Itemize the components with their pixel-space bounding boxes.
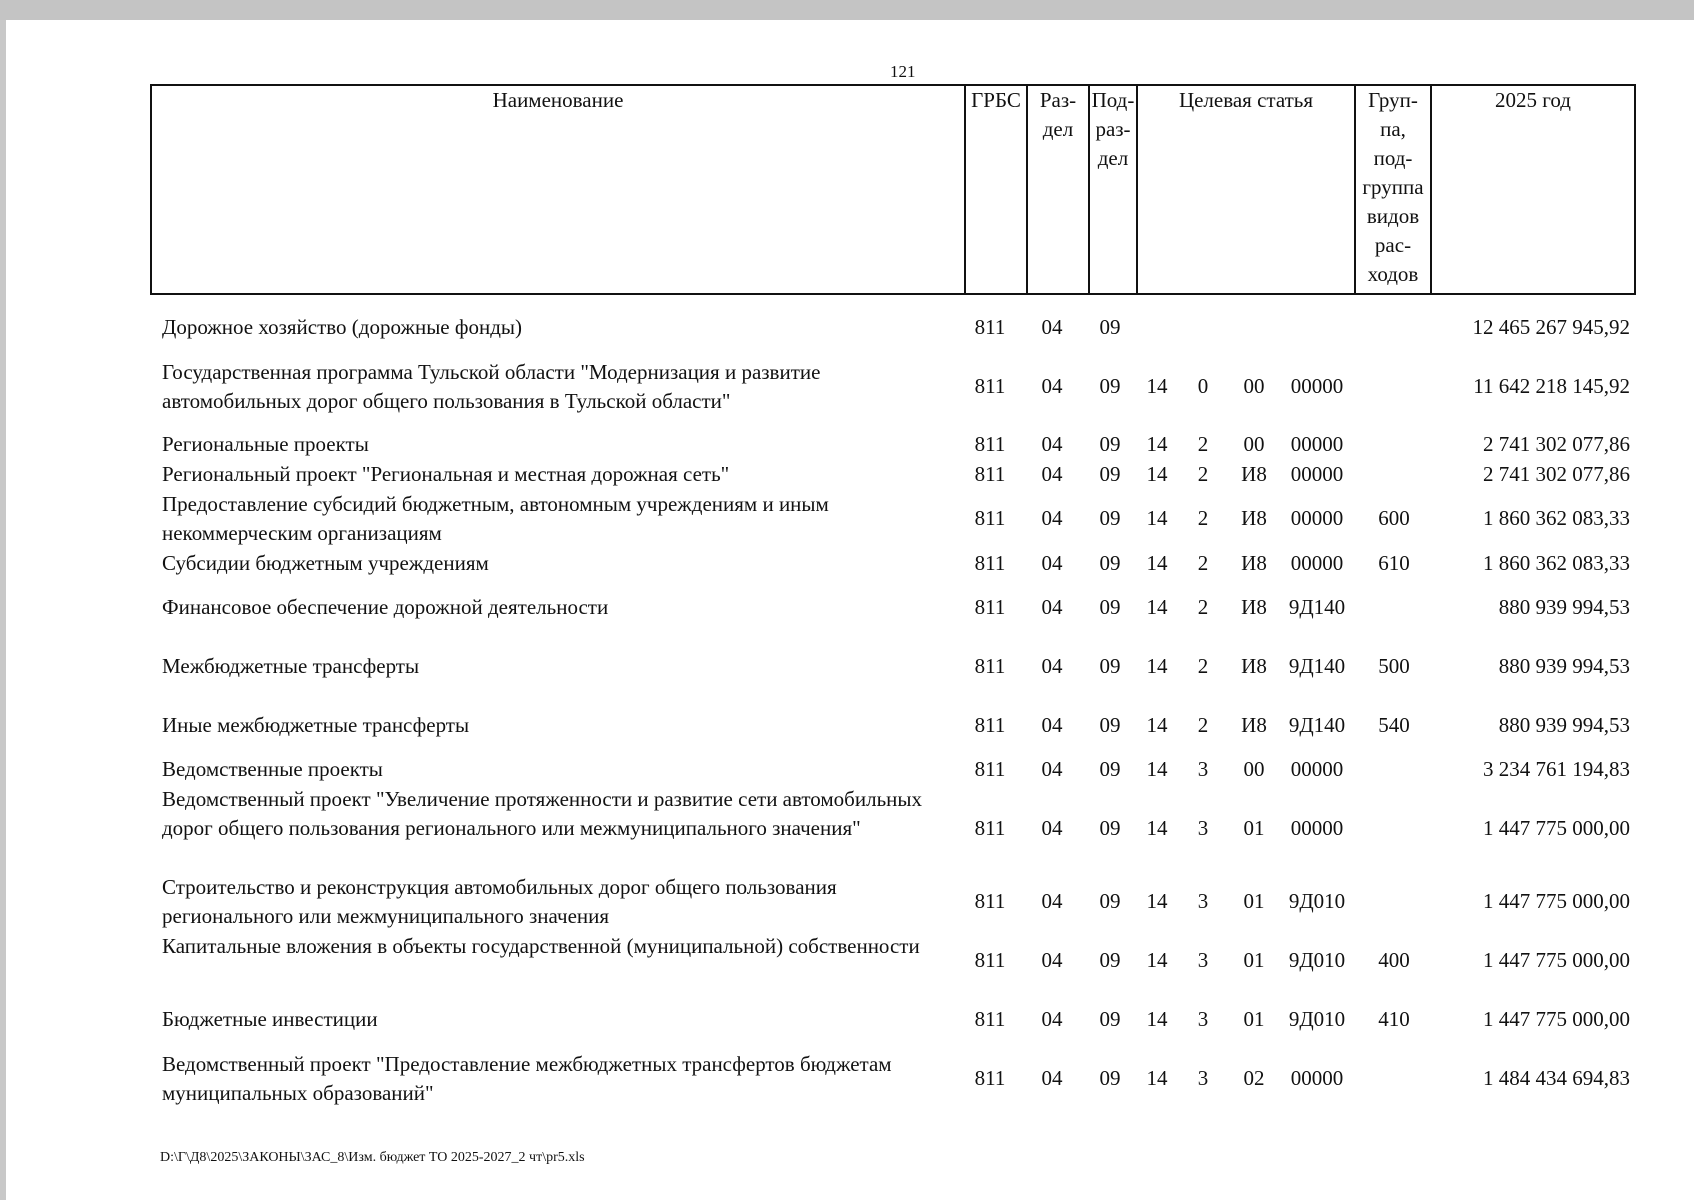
row-target-1: 14 [1146, 1007, 1168, 1031]
row-target-2: 3 [1197, 816, 1209, 840]
row-target-4: 00000 [1290, 506, 1344, 530]
row-group: 600 [1378, 506, 1410, 530]
row-amount: 1 447 775 000,00 [1483, 816, 1630, 840]
row-razdel: 04 [1041, 713, 1063, 737]
row-podrazdel: 09 [1099, 462, 1121, 486]
table-header [150, 84, 1636, 295]
row-podrazdel: 09 [1099, 595, 1121, 619]
row-amount: 1 860 362 083,33 [1483, 551, 1630, 575]
row-amount: 1 860 362 083,33 [1483, 506, 1630, 530]
row-target-3: 00 [1243, 374, 1265, 398]
row-amount: 880 939 994,53 [1498, 654, 1630, 678]
row-target-4: 9Д010 [1288, 1007, 1346, 1031]
row-razdel: 04 [1041, 948, 1063, 972]
row-grbs: 811 [974, 432, 1006, 456]
row-target-1: 14 [1146, 506, 1168, 530]
row-razdel: 04 [1041, 889, 1063, 913]
row-razdel: 04 [1041, 816, 1063, 840]
row-name: Региональные проекты [162, 432, 369, 456]
row-group: 400 [1378, 948, 1410, 972]
row-target-3: И8 [1241, 713, 1267, 737]
row-target-4: 9Д140 [1288, 595, 1346, 619]
row-target-2: 3 [1197, 1007, 1209, 1031]
row-target-2: 3 [1197, 757, 1209, 781]
row-razdel: 04 [1041, 462, 1063, 486]
row-name: Государственная программа Тульской области "Модернизация и развитие автомобильных дорог общего пользования в Тульской области" [162, 360, 821, 413]
row-target-4: 9Д010 [1288, 948, 1346, 972]
page-number: 121 [890, 62, 916, 81]
row-target-4: 9Д010 [1288, 889, 1346, 913]
row-target-3: 01 [1243, 889, 1265, 913]
header-name: Наименование [151, 85, 965, 294]
row-name: Иные межбюджетные трансферты [162, 713, 470, 737]
row-grbs: 811 [974, 816, 1006, 840]
row-target-3: И8 [1241, 654, 1267, 678]
row-target-4: 00000 [1290, 816, 1344, 840]
row-target-1: 14 [1146, 595, 1168, 619]
row-target-3: 01 [1243, 816, 1265, 840]
header-podrazdel: Под- раз- дел [1089, 85, 1137, 294]
row-grbs: 811 [974, 654, 1006, 678]
header-year: 2025 год [1431, 85, 1635, 294]
row-target-1: 14 [1146, 889, 1168, 913]
row-name: Строительство и реконструкция автомобильных дорог общего пользования регионального или межмуниципального значения [162, 875, 837, 928]
row-target-4: 00000 [1290, 757, 1344, 781]
row-podrazdel: 09 [1099, 374, 1121, 398]
row-target-1: 14 [1146, 432, 1168, 456]
header-target: Целевая статья [1137, 85, 1355, 294]
row-grbs: 811 [974, 1007, 1006, 1031]
row-target-1: 14 [1146, 462, 1168, 486]
row-group: 610 [1378, 551, 1410, 575]
row-target-2: 3 [1197, 889, 1209, 913]
row-target-3: 00 [1243, 432, 1265, 456]
row-grbs: 811 [974, 595, 1006, 619]
row-grbs: 811 [974, 713, 1006, 737]
row-target-3: 02 [1243, 1066, 1265, 1090]
row-amount: 1 447 775 000,00 [1483, 1007, 1630, 1031]
row-target-3: 00 [1243, 757, 1265, 781]
row-target-2: 2 [1197, 462, 1209, 486]
row-target-1: 14 [1146, 757, 1168, 781]
row-group: 410 [1378, 1007, 1410, 1031]
row-podrazdel: 09 [1099, 551, 1121, 575]
row-amount: 1 447 775 000,00 [1483, 948, 1630, 972]
row-name: Ведомственный проект "Предоставление межбюджетных трансфертов бюджетам муниципальных образований" [162, 1052, 892, 1105]
row-grbs: 811 [974, 374, 1006, 398]
row-podrazdel: 09 [1099, 506, 1121, 530]
row-razdel: 04 [1041, 654, 1063, 678]
row-target-4: 00000 [1290, 551, 1344, 575]
top-bar [0, 0, 1694, 20]
row-amount: 12 465 267 945,92 [1472, 315, 1630, 339]
row-target-4: 00000 [1290, 462, 1344, 486]
row-podrazdel: 09 [1099, 713, 1121, 737]
row-razdel: 04 [1041, 1007, 1063, 1031]
row-grbs: 811 [974, 889, 1006, 913]
row-grbs: 811 [974, 551, 1006, 575]
row-razdel: 04 [1041, 1066, 1063, 1090]
row-podrazdel: 09 [1099, 757, 1121, 781]
row-target-1: 14 [1146, 948, 1168, 972]
row-name: Ведомственный проект "Увеличение протяженности и развитие сети автомобильных дорог общего пользования регионального или межмуниципального значения" [162, 787, 923, 840]
row-podrazdel: 09 [1099, 1007, 1121, 1031]
row-razdel: 04 [1041, 506, 1063, 530]
row-razdel: 04 [1041, 374, 1063, 398]
row-target-3: И8 [1241, 462, 1267, 486]
row-target-1: 14 [1146, 1066, 1168, 1090]
row-target-3: И8 [1241, 595, 1267, 619]
row-name: Региональный проект "Региональная и местная дорожная сеть" [162, 462, 730, 486]
row-amount: 11 642 218 145,92 [1473, 374, 1630, 398]
row-target-4: 9Д140 [1288, 654, 1346, 678]
row-grbs: 811 [974, 462, 1006, 486]
row-amount: 2 741 302 077,86 [1483, 432, 1630, 456]
row-target-1: 14 [1146, 551, 1168, 575]
row-name: Финансовое обеспечение дорожной деятельности [162, 595, 609, 619]
row-razdel: 04 [1041, 315, 1063, 339]
row-amount: 1 447 775 000,00 [1483, 889, 1630, 913]
row-razdel: 04 [1041, 595, 1063, 619]
row-grbs: 811 [974, 315, 1006, 339]
row-target-3: И8 [1241, 551, 1267, 575]
row-podrazdel: 09 [1099, 315, 1121, 339]
row-target-2: 2 [1197, 595, 1209, 619]
row-amount: 880 939 994,53 [1498, 713, 1630, 737]
row-podrazdel: 09 [1099, 654, 1121, 678]
row-amount: 3 234 761 194,83 [1483, 757, 1630, 781]
row-name: Предоставление субсидий бюджетным, автономным учреждениям и иным некоммерческим организациям [162, 492, 829, 545]
row-podrazdel: 09 [1099, 432, 1121, 456]
row-target-1: 14 [1146, 713, 1168, 737]
file-path-footer: D:\Г\Д8\2025\ЗАКОНЫ\ЗАС_8\Изм. бюджет ТО 2025-2027_2 чт\pr5.xls [160, 1150, 585, 1165]
row-target-1: 14 [1146, 374, 1168, 398]
row-target-4: 9Д140 [1288, 713, 1346, 737]
header-group: Груп- па, под- группа видов рас- ходов [1355, 85, 1431, 294]
row-name: Ведомственные проекты [162, 757, 383, 781]
row-podrazdel: 09 [1099, 889, 1121, 913]
row-name: Субсидии бюджетным учреждениям [162, 551, 489, 575]
row-target-1: 14 [1146, 654, 1168, 678]
row-target-4: 00000 [1290, 374, 1344, 398]
row-name: Капитальные вложения в объекты государственной (муниципальной) собственности [162, 934, 920, 958]
row-name: Дорожное хозяйство (дорожные фонды) [162, 315, 523, 339]
header-grbs: ГРБС [965, 85, 1027, 294]
row-razdel: 04 [1041, 432, 1063, 456]
row-target-3: 01 [1243, 1007, 1265, 1031]
row-podrazdel: 09 [1099, 816, 1121, 840]
row-grbs: 811 [974, 948, 1006, 972]
row-target-2: 2 [1197, 506, 1209, 530]
row-grbs: 811 [974, 757, 1006, 781]
row-group: 540 [1378, 713, 1410, 737]
row-target-2: 2 [1197, 432, 1209, 456]
row-target-3: И8 [1241, 506, 1267, 530]
row-target-2: 3 [1197, 1066, 1209, 1090]
row-target-2: 0 [1197, 374, 1209, 398]
row-name: Бюджетные инвестиции [162, 1007, 378, 1031]
row-target-2: 3 [1197, 948, 1209, 972]
row-amount: 1 484 434 694,83 [1483, 1066, 1630, 1090]
row-target-1: 14 [1146, 816, 1168, 840]
row-amount: 2 741 302 077,86 [1483, 462, 1630, 486]
row-target-2: 2 [1197, 713, 1209, 737]
row-podrazdel: 09 [1099, 948, 1121, 972]
header-razdel: Раз- дел [1027, 85, 1089, 294]
row-target-4: 00000 [1290, 1066, 1344, 1090]
row-razdel: 04 [1041, 551, 1063, 575]
row-target-4: 00000 [1290, 432, 1344, 456]
row-amount: 880 939 994,53 [1498, 595, 1630, 619]
row-name: Межбюджетные трансферты [162, 654, 420, 678]
row-podrazdel: 09 [1099, 1066, 1121, 1090]
row-group: 500 [1378, 654, 1410, 678]
row-razdel: 04 [1041, 757, 1063, 781]
row-target-2: 2 [1197, 654, 1209, 678]
row-target-2: 2 [1197, 551, 1209, 575]
row-grbs: 811 [974, 1066, 1006, 1090]
row-target-3: 01 [1243, 948, 1265, 972]
row-grbs: 811 [974, 506, 1006, 530]
